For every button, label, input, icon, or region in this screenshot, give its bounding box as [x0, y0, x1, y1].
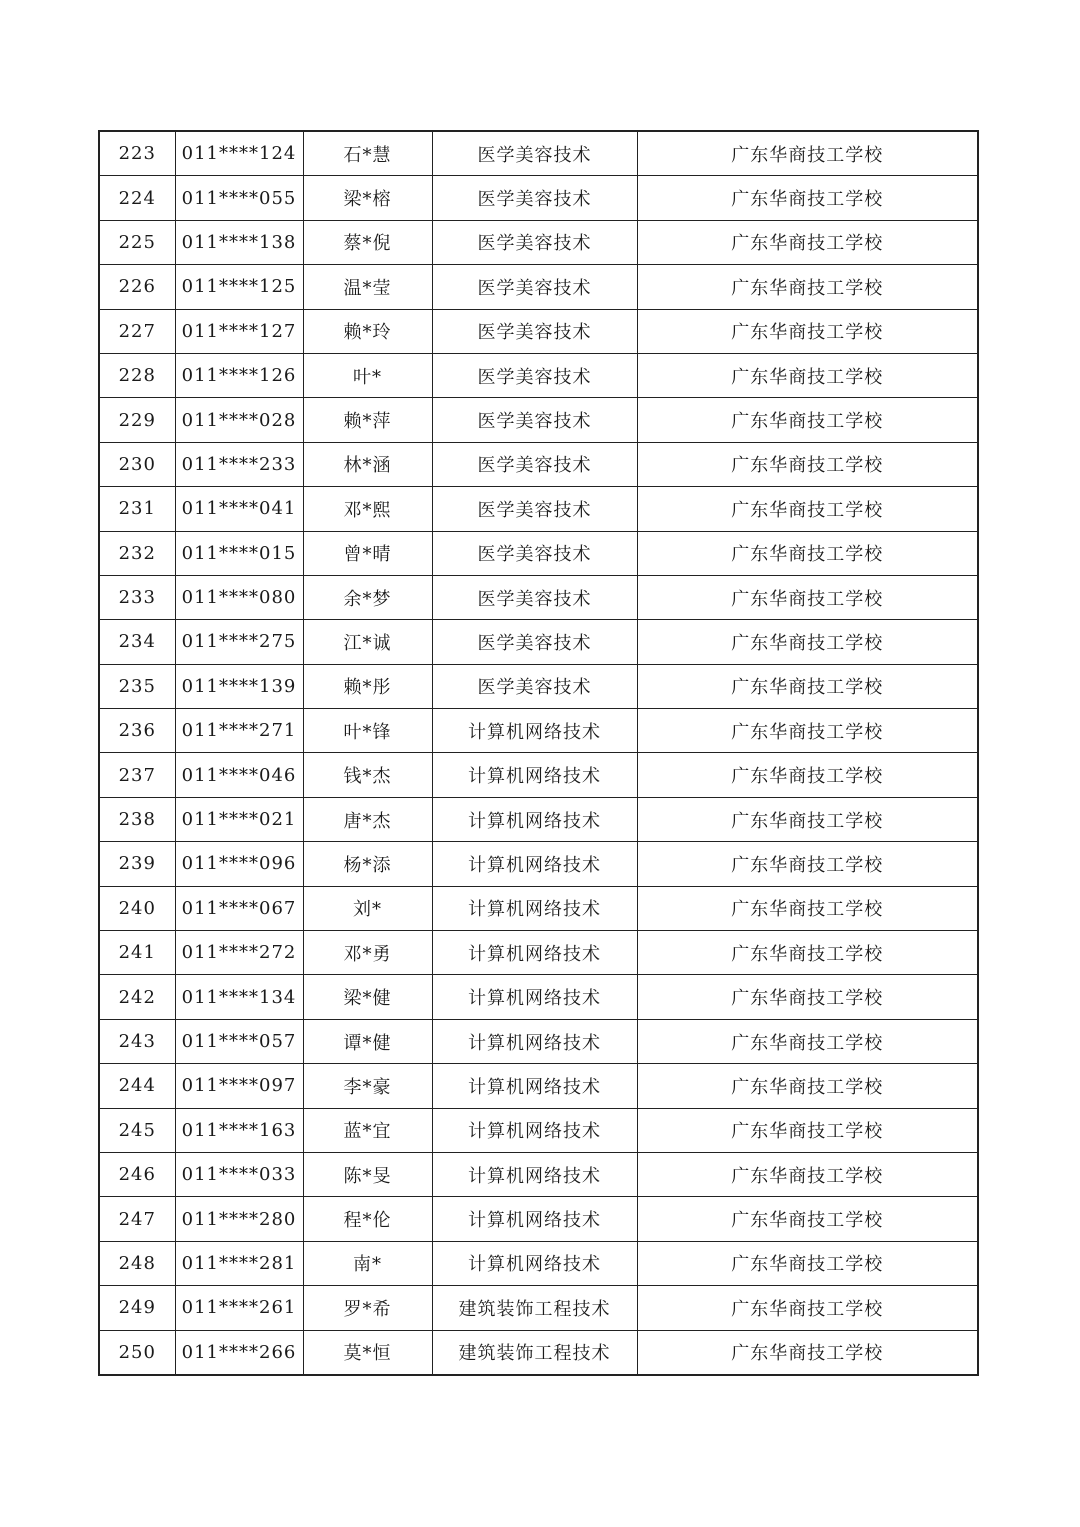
- major-cell: 计算机网络技术: [432, 1197, 637, 1241]
- row-number-cell: 234: [99, 620, 175, 664]
- name-cell: 梁*健: [303, 975, 432, 1019]
- school-cell: 广东华商技工学校: [637, 842, 978, 886]
- major-cell: 计算机网络技术: [432, 1108, 637, 1152]
- row-number-cell: 225: [99, 220, 175, 264]
- major-cell: 计算机网络技术: [432, 1152, 637, 1196]
- row-number-cell: 223: [99, 131, 175, 176]
- row-number-cell: 227: [99, 309, 175, 353]
- table-row: [99, 353, 978, 397]
- table-row: [99, 664, 978, 708]
- name-cell: 邓*勇: [303, 931, 432, 975]
- name-cell: 赖*玲: [303, 309, 432, 353]
- table-row: [99, 531, 978, 575]
- row-number-cell: 233: [99, 575, 175, 619]
- table-row: [99, 753, 978, 797]
- name-cell: 蔡*倪: [303, 220, 432, 264]
- table-row: [99, 1241, 978, 1285]
- major-cell: 医学美容技术: [432, 176, 637, 220]
- table-row: [99, 575, 978, 619]
- name-cell: 罗*希: [303, 1286, 432, 1330]
- id-cell: 011****134: [175, 975, 303, 1019]
- id-cell: 011****057: [175, 1019, 303, 1063]
- school-cell: 广东华商技工学校: [637, 664, 978, 708]
- major-cell: 医学美容技术: [432, 442, 637, 486]
- name-cell: 叶*: [303, 353, 432, 397]
- name-cell: 钱*杰: [303, 753, 432, 797]
- major-cell: 医学美容技术: [432, 398, 637, 442]
- row-number-cell: 236: [99, 709, 175, 753]
- school-cell: 广东华商技工学校: [637, 975, 978, 1019]
- school-cell: 广东华商技工学校: [637, 753, 978, 797]
- school-cell: 广东华商技工学校: [637, 709, 978, 753]
- school-cell: 广东华商技工学校: [637, 1108, 978, 1152]
- name-cell: 程*伦: [303, 1197, 432, 1241]
- name-cell: 余*梦: [303, 575, 432, 619]
- table-row: [99, 220, 978, 264]
- table-row: [99, 620, 978, 664]
- row-number-cell: 242: [99, 975, 175, 1019]
- name-cell: 唐*杰: [303, 797, 432, 841]
- id-cell: 011****139: [175, 664, 303, 708]
- school-cell: 广东华商技工学校: [637, 931, 978, 975]
- row-number-cell: 229: [99, 398, 175, 442]
- name-cell: 曾*晴: [303, 531, 432, 575]
- id-cell: 011****097: [175, 1064, 303, 1108]
- name-cell: 赖*萍: [303, 398, 432, 442]
- id-cell: 011****041: [175, 487, 303, 531]
- id-cell: 011****096: [175, 842, 303, 886]
- table-row: [99, 487, 978, 531]
- name-cell: 梁*榕: [303, 176, 432, 220]
- id-cell: 011****261: [175, 1286, 303, 1330]
- major-cell: 医学美容技术: [432, 309, 637, 353]
- id-cell: 011****163: [175, 1108, 303, 1152]
- name-cell: 石*慧: [303, 131, 432, 176]
- major-cell: 医学美容技术: [432, 575, 637, 619]
- school-cell: 广东华商技工学校: [637, 531, 978, 575]
- row-number-cell: 243: [99, 1019, 175, 1063]
- name-cell: 温*莹: [303, 265, 432, 309]
- table-row: [99, 309, 978, 353]
- school-cell: 广东华商技工学校: [637, 1197, 978, 1241]
- school-cell: 广东华商技工学校: [637, 620, 978, 664]
- row-number-cell: 226: [99, 265, 175, 309]
- table-row: [99, 1330, 978, 1375]
- name-cell: 蓝*宜: [303, 1108, 432, 1152]
- table-row: [99, 931, 978, 975]
- id-cell: 011****124: [175, 131, 303, 176]
- major-cell: 计算机网络技术: [432, 931, 637, 975]
- table-row: [99, 1197, 978, 1241]
- name-cell: 谭*健: [303, 1019, 432, 1063]
- row-number-cell: 246: [99, 1152, 175, 1196]
- major-cell: 医学美容技术: [432, 531, 637, 575]
- row-number-cell: 241: [99, 931, 175, 975]
- major-cell: 计算机网络技术: [432, 1241, 637, 1285]
- row-number-cell: 237: [99, 753, 175, 797]
- school-cell: 广东华商技工学校: [637, 1019, 978, 1063]
- name-cell: 叶*锋: [303, 709, 432, 753]
- table-row: [99, 842, 978, 886]
- row-number-cell: 238: [99, 797, 175, 841]
- school-cell: 广东华商技工学校: [637, 797, 978, 841]
- school-cell: 广东华商技工学校: [637, 1064, 978, 1108]
- id-cell: 011****138: [175, 220, 303, 264]
- major-cell: 医学美容技术: [432, 353, 637, 397]
- row-number-cell: 230: [99, 442, 175, 486]
- major-cell: 计算机网络技术: [432, 797, 637, 841]
- major-cell: 计算机网络技术: [432, 1019, 637, 1063]
- name-cell: 李*豪: [303, 1064, 432, 1108]
- name-cell: 南*: [303, 1241, 432, 1285]
- table-body: [99, 131, 978, 1375]
- id-cell: 011****033: [175, 1152, 303, 1196]
- row-number-cell: 224: [99, 176, 175, 220]
- major-cell: 计算机网络技术: [432, 753, 637, 797]
- id-cell: 011****233: [175, 442, 303, 486]
- school-cell: 广东华商技工学校: [637, 398, 978, 442]
- major-cell: 计算机网络技术: [432, 975, 637, 1019]
- row-number-cell: 231: [99, 487, 175, 531]
- major-cell: 建筑装饰工程技术: [432, 1286, 637, 1330]
- row-number-cell: 240: [99, 886, 175, 930]
- table-row: [99, 1286, 978, 1330]
- school-cell: 广东华商技工学校: [637, 575, 978, 619]
- school-cell: 广东华商技工学校: [637, 220, 978, 264]
- row-number-cell: 247: [99, 1197, 175, 1241]
- row-number-cell: 239: [99, 842, 175, 886]
- major-cell: 计算机网络技术: [432, 886, 637, 930]
- school-cell: 广东华商技工学校: [637, 886, 978, 930]
- school-cell: 广东华商技工学校: [637, 353, 978, 397]
- major-cell: 医学美容技术: [432, 620, 637, 664]
- major-cell: 医学美容技术: [432, 664, 637, 708]
- id-cell: 011****126: [175, 353, 303, 397]
- id-cell: 011****272: [175, 931, 303, 975]
- table-row: [99, 797, 978, 841]
- table-row: [99, 1019, 978, 1063]
- major-cell: 医学美容技术: [432, 131, 637, 176]
- table-row: [99, 265, 978, 309]
- id-cell: 011****271: [175, 709, 303, 753]
- row-number-cell: 249: [99, 1286, 175, 1330]
- table-row: [99, 1064, 978, 1108]
- major-cell: 计算机网络技术: [432, 709, 637, 753]
- row-number-cell: 232: [99, 531, 175, 575]
- row-number-cell: 248: [99, 1241, 175, 1285]
- school-cell: 广东华商技工学校: [637, 487, 978, 531]
- name-cell: 赖*彤: [303, 664, 432, 708]
- id-cell: 011****281: [175, 1241, 303, 1285]
- name-cell: 杨*添: [303, 842, 432, 886]
- id-cell: 011****015: [175, 531, 303, 575]
- row-number-cell: 228: [99, 353, 175, 397]
- table-row: [99, 975, 978, 1019]
- school-cell: 广东华商技工学校: [637, 1286, 978, 1330]
- id-cell: 011****125: [175, 265, 303, 309]
- table-row: [99, 886, 978, 930]
- row-number-cell: 244: [99, 1064, 175, 1108]
- name-cell: 刘*: [303, 886, 432, 930]
- major-cell: 计算机网络技术: [432, 1064, 637, 1108]
- major-cell: 医学美容技术: [432, 220, 637, 264]
- name-cell: 江*诚: [303, 620, 432, 664]
- row-number-cell: 245: [99, 1108, 175, 1152]
- school-cell: 广东华商技工学校: [637, 265, 978, 309]
- id-cell: 011****275: [175, 620, 303, 664]
- id-cell: 011****028: [175, 398, 303, 442]
- school-cell: 广东华商技工学校: [637, 1330, 978, 1375]
- table-row: [99, 1108, 978, 1152]
- school-cell: 广东华商技工学校: [637, 1152, 978, 1196]
- id-cell: 011****046: [175, 753, 303, 797]
- school-cell: 广东华商技工学校: [637, 1241, 978, 1285]
- student-list-table: [98, 130, 979, 1376]
- id-cell: 011****266: [175, 1330, 303, 1375]
- table-row: [99, 131, 978, 176]
- name-cell: 林*涵: [303, 442, 432, 486]
- school-cell: 广东华商技工学校: [637, 309, 978, 353]
- id-cell: 011****055: [175, 176, 303, 220]
- name-cell: 莫*恒: [303, 1330, 432, 1375]
- major-cell: 医学美容技术: [432, 265, 637, 309]
- id-cell: 011****127: [175, 309, 303, 353]
- school-cell: 广东华商技工学校: [637, 176, 978, 220]
- id-cell: 011****080: [175, 575, 303, 619]
- major-cell: 计算机网络技术: [432, 842, 637, 886]
- id-cell: 011****067: [175, 886, 303, 930]
- id-cell: 011****280: [175, 1197, 303, 1241]
- table-row: [99, 709, 978, 753]
- row-number-cell: 235: [99, 664, 175, 708]
- row-number-cell: 250: [99, 1330, 175, 1375]
- name-cell: 陈*旻: [303, 1152, 432, 1196]
- school-cell: 广东华商技工学校: [637, 131, 978, 176]
- table-row: [99, 176, 978, 220]
- major-cell: 医学美容技术: [432, 487, 637, 531]
- id-cell: 011****021: [175, 797, 303, 841]
- school-cell: 广东华商技工学校: [637, 442, 978, 486]
- table-row: [99, 398, 978, 442]
- name-cell: 邓*熙: [303, 487, 432, 531]
- table-row: [99, 1152, 978, 1196]
- table-row: [99, 442, 978, 486]
- major-cell: 建筑装饰工程技术: [432, 1330, 637, 1375]
